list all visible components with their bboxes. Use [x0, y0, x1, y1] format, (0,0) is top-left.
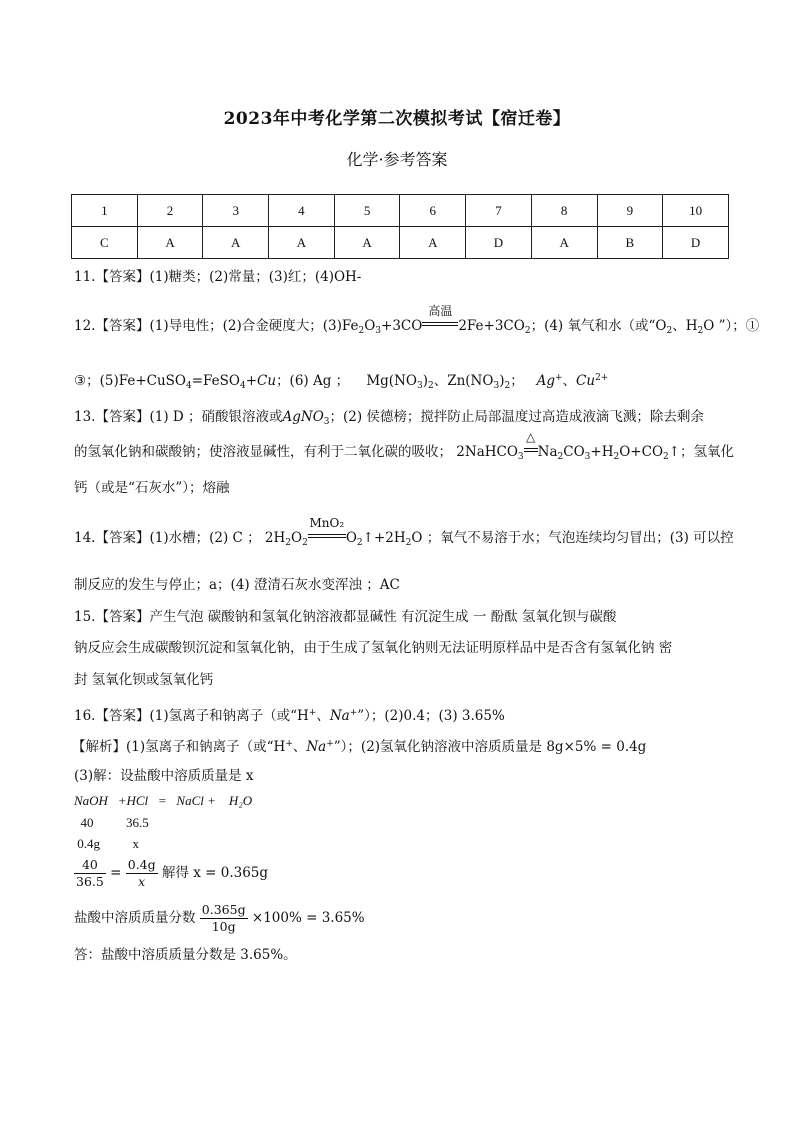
numerator: 0.365g [201, 902, 246, 917]
superscript: + [308, 708, 317, 718]
table-cell: 2 [137, 195, 203, 227]
page-subtitle: 化学·参考答案 [346, 150, 448, 169]
mass-row: 0.4g x [74, 836, 139, 851]
text: ”）；(2)0.4；(3) 3.65% [357, 708, 505, 724]
subscript: 2 [285, 538, 292, 548]
answer-13-line3: 钙（或是“石灰水”）；熔融 [74, 480, 230, 496]
text: ×100% = 3.65% [251, 910, 365, 926]
page-title: 2023年中考化学第二次模拟考试【宿迁卷】 [223, 109, 571, 129]
text: Na [537, 444, 558, 460]
subscript: 2 [524, 326, 531, 336]
answer-13-line1 [74, 408, 704, 431]
analysis-line1 [72, 735, 646, 756]
text: Na [329, 708, 350, 724]
table-cell: A [137, 227, 203, 259]
numerator: 0.4g [127, 857, 156, 872]
table-cell: 1 [72, 195, 138, 227]
condition-label: △ [526, 430, 536, 444]
subscript: 3 [584, 452, 591, 462]
text: O [364, 318, 376, 334]
subscript: 2 [405, 538, 412, 548]
text: 、 [292, 739, 307, 755]
table-cell: A [334, 227, 400, 259]
chemical-equation: NaOH +HCl = NaCl + H₂O [74, 793, 253, 808]
table-cell: 4 [269, 195, 335, 227]
table-cell: D [663, 227, 729, 259]
text: O+CO [619, 444, 664, 460]
analysis-line2: (3)解：设盐酸中溶质质量是 x [74, 768, 254, 784]
answer-15-line2: 钠反应会生成碳酸钡沉淀和氢氧化钠，由于生成了氢氧化钠则无法证明原样品中是否含有氢氧化钠 密 [74, 640, 673, 656]
subscript: 2 [666, 326, 673, 336]
text: ↑+2H [362, 530, 406, 546]
table-row [72, 195, 729, 227]
answer-12-line1 [74, 304, 760, 340]
text: ；(2) 侯德榜；搅拌防止局部温度过高造成液滴飞溅；除去剩余 [329, 409, 704, 425]
table-cell: A [269, 227, 335, 259]
text: 【解析】(1)氢离子和钠离子（或“H [72, 739, 286, 755]
condition-label: 高温 [428, 304, 453, 318]
numerator: 40 [74, 857, 106, 874]
text: ) [499, 373, 505, 389]
subscript: 4 [239, 381, 246, 391]
table-cell: 7 [466, 195, 532, 227]
subscript: 2 [356, 538, 363, 548]
table-cell: A [400, 227, 466, 259]
table-cell: C [72, 227, 138, 259]
text: ↑；氢氧化 [668, 444, 735, 460]
answer-15-line3: 封 氢氧化钡或氢氧化钙 [74, 672, 214, 688]
answer-table [71, 194, 729, 259]
superscript: + [554, 373, 563, 383]
reaction-condition [422, 304, 458, 335]
table-cell: 9 [597, 195, 663, 227]
text: CO [563, 444, 585, 460]
answer-15-line1: 15.【答案】产生气泡 碳酸钠和氢氧化钠溶液都显碱性 有沉淀生成 一 酚酞 氢氧化钡与碳酸 [74, 609, 617, 625]
answer-13-line2 [74, 430, 735, 466]
table-cell: 8 [531, 195, 597, 227]
text: +3CO [381, 318, 423, 334]
superscript: + [285, 739, 293, 749]
fraction [200, 902, 248, 935]
text: 13.【答案】(1) D ；硝酸银溶液或 [74, 409, 283, 425]
text: ； [510, 373, 524, 389]
text: 2Fe+3CO [458, 318, 525, 334]
superscript: + [326, 739, 334, 749]
denominator: 10g [211, 919, 236, 934]
subscript: 2 [427, 381, 434, 391]
final-answer: 答：盐酸中溶质质量分数是 3.65%。 [74, 947, 297, 963]
text: ；(6) Ag ； [276, 373, 350, 389]
text: 、 [316, 708, 330, 724]
subscript: 3 [375, 326, 382, 336]
text: Mg(NO [366, 373, 417, 389]
text: ；(4) 氧气和水（或“O [530, 318, 667, 334]
subscript: 2 [358, 326, 365, 336]
text: O [345, 530, 357, 546]
condition-label: MnO₂ [309, 516, 345, 530]
table-cell: A [203, 227, 269, 259]
subscript: 4 [186, 381, 192, 391]
text: +H [590, 444, 614, 460]
equals-sign [308, 534, 346, 538]
text: O ；氧气不易溶于水；气泡连续均匀冒出；(3) 可以控 [411, 530, 734, 546]
subscript: 2 [663, 452, 669, 462]
table-cell: 6 [400, 195, 466, 227]
text: Ag [536, 373, 555, 389]
subscript: 2 [302, 538, 308, 548]
table-cell: B [597, 227, 663, 259]
table-cell: 5 [334, 195, 400, 227]
table-cell: 3 [203, 195, 269, 227]
superscript: + [349, 708, 358, 718]
fraction [126, 857, 158, 890]
molar-mass-row: 40 36.5 [74, 815, 149, 830]
text: Cu [257, 373, 277, 389]
equals-sign [422, 322, 458, 326]
text: Na [306, 739, 327, 755]
text: 16.【答案】(1)氢离子和钠离子（或“H [74, 708, 309, 724]
answer-14-line2: 制反应的发生与停止；a；(4) 澄清石灰水变浑浊 ；AC [74, 577, 400, 593]
text: 12.【答案】(1)导电性；(2)合金硬度大；(3)Fe [74, 318, 359, 334]
reaction-condition [308, 516, 346, 547]
subscript: 2 [613, 452, 620, 462]
text: 的氢氧化钠和碳酸钠；使溶液显碱性，有利于二氧化碳的吸收； 2NaHCO [74, 444, 518, 460]
proportion-equation: $\frac{40}{36.5}$ = $\frac{0.4g}{x}$ 解得 x = 0.365g [76, 857, 269, 889]
answer-14-line1 [74, 516, 734, 552]
subscript: 3 [517, 452, 524, 462]
table-cell: D [466, 227, 532, 259]
subscript: 3 [493, 381, 500, 391]
text: 、 [562, 373, 577, 389]
text: ③；(5)Fe+CuSO [74, 373, 186, 389]
text: 、Zn(NO [433, 373, 494, 389]
text: 解得 x = 0.365g [161, 865, 269, 881]
percentage-equation [74, 902, 365, 935]
text: ”）；(2)氢氧化钠溶液中溶质质量是 8g×5% = 0.4g [333, 739, 647, 755]
answer-11: 11.【答案】(1)糖类；(2)常量；(3)红；(4)OH- [74, 269, 362, 285]
text: ) [422, 373, 428, 389]
subscript: 3 [323, 417, 330, 427]
table-cell: A [531, 227, 597, 259]
text: 14.【答案】(1)水槽；(2) C ； 2H [74, 530, 286, 546]
superscript: 2+ [595, 373, 609, 383]
text: O ”）；① [703, 318, 760, 334]
subscript: 2 [504, 381, 511, 391]
answer-12-line2 [74, 369, 608, 395]
text: Cu [576, 373, 596, 389]
subscript: 2 [557, 452, 564, 462]
denominator: x [138, 874, 146, 889]
reaction-condition [524, 430, 538, 461]
answer-16-line1 [74, 704, 505, 725]
table-row [72, 227, 729, 259]
text: O [291, 530, 303, 546]
text: + [245, 373, 258, 389]
subscript: 2 [697, 326, 704, 336]
equals-sign [524, 448, 538, 452]
table-cell: 10 [663, 195, 729, 227]
text: 、H [672, 318, 698, 334]
text: =FeSO [191, 373, 240, 389]
text: AgNO [282, 409, 324, 425]
text: 盐酸中溶质质量分数 [74, 910, 196, 926]
subscript: 3 [416, 381, 423, 391]
denominator: 36.5 [76, 874, 104, 889]
fraction [74, 857, 106, 890]
